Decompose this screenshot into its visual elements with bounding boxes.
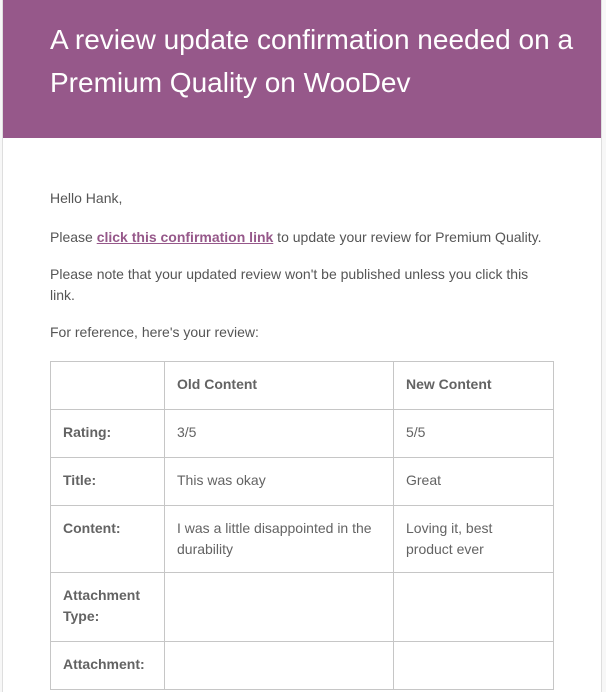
note-paragraph: Please note that your updated review won't be published unless you click this link. [50,266,529,303]
table-row [51,410,554,458]
old-value [165,573,394,642]
instruction-paragraph [50,227,554,248]
old-value: 3/5 [165,410,394,458]
row-label: Content: [51,506,165,573]
table-header-row [51,362,554,410]
table-row [51,573,554,642]
email-container [2,0,602,692]
column-header-new: New Content [394,362,554,410]
email-body [3,138,601,690]
row-label: Attachment Type: [51,573,165,642]
table-row [51,506,554,573]
row-label: Rating: [51,410,165,458]
greeting: Hello Hank, [50,190,123,206]
old-value [165,642,394,690]
row-label: Title: [51,458,165,506]
table-row [51,642,554,690]
column-header-old: Old Content [165,362,394,410]
email-title: A review update confirmation needed on a Premium Quality on WooDev [50,24,574,98]
instruction-prefix: Please [50,229,97,245]
new-value: 5/5 [394,410,554,458]
review-table [50,361,554,690]
new-value: Loving it, best product ever [394,506,554,573]
reference-paragraph: For reference, here's your review: [50,324,259,340]
new-value: Great [394,458,554,506]
new-value [394,573,554,642]
email-header [3,0,601,138]
table-row [51,458,554,506]
old-value: This was okay [165,458,394,506]
confirmation-link[interactable]: click this confirmation link [96,229,274,245]
old-value: I was a little disappointed in the durability [165,506,394,573]
instruction-suffix: to update your review for Premium Quality. [273,229,542,245]
new-value [394,642,554,690]
table-corner-cell [51,362,165,410]
row-label: Attachment: [51,642,165,690]
